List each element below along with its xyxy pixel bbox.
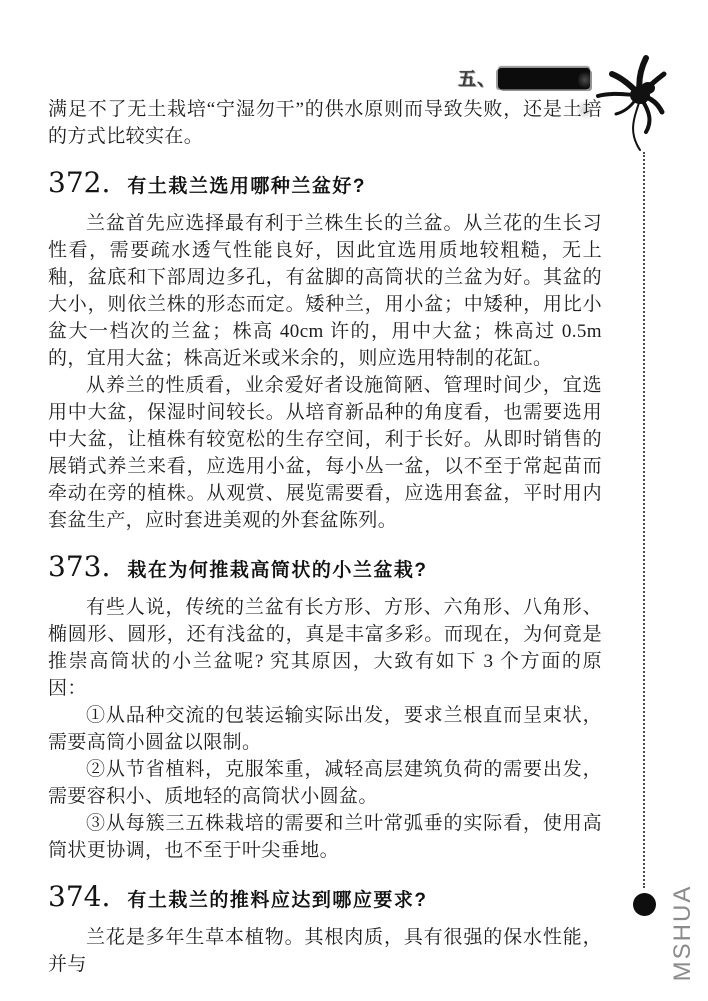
paragraph: 兰花是多年生草本植物。其根肉质，具有很强的保水性能，并与 — [48, 927, 602, 975]
section-heading-373 — [48, 550, 602, 583]
section-title: 有土栽兰的推料应达到哪应要求? — [127, 890, 428, 911]
section-heading-372 — [48, 166, 602, 199]
numbered-item-3: ③从每簇三五株栽培的需要和兰叶常弧垂的实际看，使用高筒状更协调，也不至于叶尖垂地。 — [48, 813, 602, 861]
section-heading-374 — [48, 880, 602, 913]
redacted-chapter-title-stamp — [498, 68, 590, 89]
section-number: 374. — [48, 880, 111, 913]
watermark-text: MSHUA — [669, 884, 696, 982]
chapter-prefix-label: 五、 — [458, 69, 496, 89]
section-title: 有土栽兰选用哪种兰盆好? — [127, 176, 366, 197]
paragraph: 有些人说，传统的兰盆有长方形、方形、六角形、八角形、椭圆形、圆形，还有浅盆的，真是丰富多彩。而现在，为何竟是推崇高筒状的小兰盆呢? 究其原因，大致有如下 3 个方面的原因： — [48, 597, 602, 699]
section-number: 372. — [48, 166, 111, 199]
section-number: 373. — [48, 550, 111, 583]
dotted-margin-rule — [643, 152, 645, 888]
corner-dot — [633, 893, 656, 916]
text-column — [48, 96, 602, 978]
running-head — [458, 64, 590, 92]
numbered-item-1: ①从品种交流的包装运输实际出发，要求兰根直而呈束状，需要高筒小圆盆以限制。 — [48, 705, 602, 753]
numbered-item-2: ②从节省植料，克服笨重，减轻高层建筑负荷的需要出发，需要容积小、质地轻的高筒状小圆盆。 — [48, 759, 602, 807]
paragraph: 从养兰的性质看，业余爱好者设施简陋、管理时间少，宜选用中大盆，保湿时间较长。从培育新品种的角度看，也需要选用中大盆，让植株有较宽松的生存空间，利于长好。从即时销售的展销式养兰来看，应选用小盆，每小丛一盆，以不至于常起苗而牵动在旁的植株。从观赏、展览需要看，应选用套盆，平时用内套盆生产，应时套进美观的外套盆陈列。 — [48, 375, 602, 531]
section-title: 栽在为何推栽高筒状的小兰盆栽? — [127, 560, 428, 581]
paragraph: 兰盆首先应选择最有利于兰株生长的兰盆。从兰花的生长习性看，需要疏水透气性能良好，因此宜选用质地较粗糙，无上釉，盆底和下部周边多孔，有盆脚的高筒状的兰盆为好。其盆的大小，则依兰株的形态而定。矮种兰，用小盆；中矮种，用比小盆大一档次的兰盆；株高 40cm 许的，用中大盆；株高过 0.5m 的，宜用大盆；株高近米或米余的，则应选用特制的花缸。 — [48, 213, 602, 369]
intro-paragraph: 满足不了无土栽培“宁湿勿干”的供水原则而导致失败，还是土培的方式比较实在。 — [48, 99, 602, 147]
